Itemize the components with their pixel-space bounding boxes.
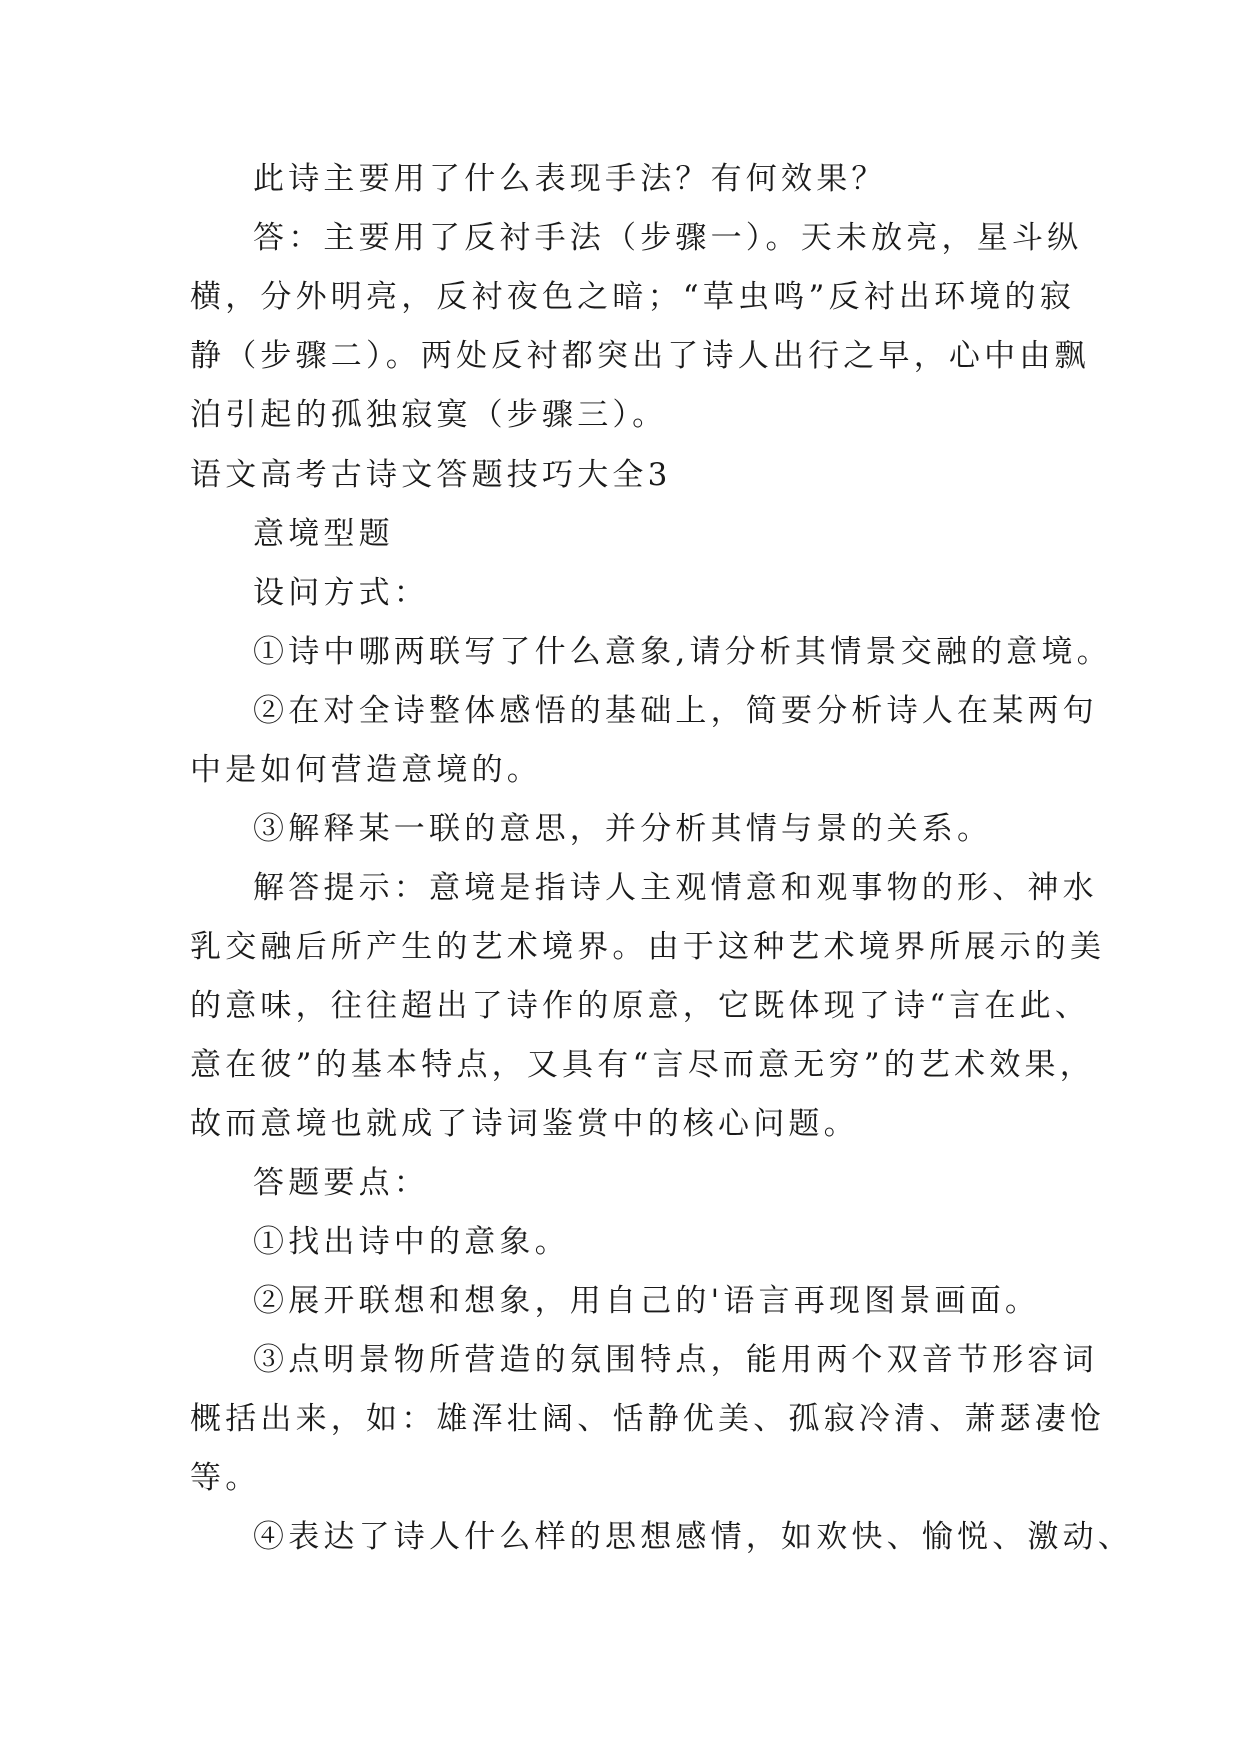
answer-point-2: ②展开联想和想象，用自己的'语言再现图景画面。 [253,1283,1041,1319]
label-question-style: 设问方式： [253,575,429,611]
hint-paragraph-line-2: 乳交融后所产生的艺术境界。由于这种艺术境界所展示的美 [190,929,1106,965]
paragraph-answer-line-3: 静（步骤二）。两处反衬都突出了诗人出行之早，心中由飘 [190,338,1090,374]
answer-point-3-line-2: 概括出来，如：雄浑壮阔、恬静优美、孤寂冷清、萧瑟凄怆 [190,1401,1106,1437]
hint-paragraph-line-3: 的意味，往往超出了诗作的原意，它既体现了诗“言在此、 [190,988,1091,1024]
question-item-1: ①诗中哪两联写了什么意象,请分析其情景交融的意境。 [253,634,1112,670]
question-item-2-line-1: ②在对全诗整体感悟的基础上，简要分析诗人在某两句 [253,693,1098,729]
hint-paragraph-line-1: 解答提示：意境是指诗人主观情意和观事物的形、神水 [253,870,1098,906]
answer-point-3-line-3: 等。 [190,1460,261,1496]
answer-point-1: ①找出诗中的意象。 [253,1224,570,1260]
answer-point-4-line-1: ④表达了诗人什么样的思想感情，如欢快、愉悦、激动、 [253,1519,1133,1555]
section-heading: 语文高考古诗文答题技巧大全3 [190,457,672,493]
hint-paragraph-line-4: 意在彼”的基本特点，又具有“言尽而意无穷”的艺术效果， [190,1047,1095,1083]
question-item-2-line-2: 中是如何营造意境的。 [190,752,542,788]
hint-paragraph-line-5: 故而意境也就成了诗词鉴赏中的核心问题。 [190,1106,859,1142]
label-answer-points: 答题要点： [253,1165,429,1201]
paragraph-question: 此诗主要用了什么表现手法？有何效果？ [253,161,887,197]
paragraph-answer-line-4: 泊引起的孤独寂寞（步骤三）。 [190,397,668,433]
answer-point-3-line-1: ③点明景物所营造的氛围特点，能用两个双音节形容词 [253,1342,1098,1378]
question-item-3: ③解释某一联的意思，并分析其情与景的关系。 [253,811,993,847]
subheading-yijing: 意境型题 [253,516,394,552]
paragraph-answer-line-2: 横，分外明亮，反衬夜色之暗；“草虫鸣”反衬出环境的寂 [190,279,1075,315]
paragraph-answer-line-1: 答：主要用了反衬手法（步骤一）。天未放亮，星斗纵 [253,220,1083,256]
